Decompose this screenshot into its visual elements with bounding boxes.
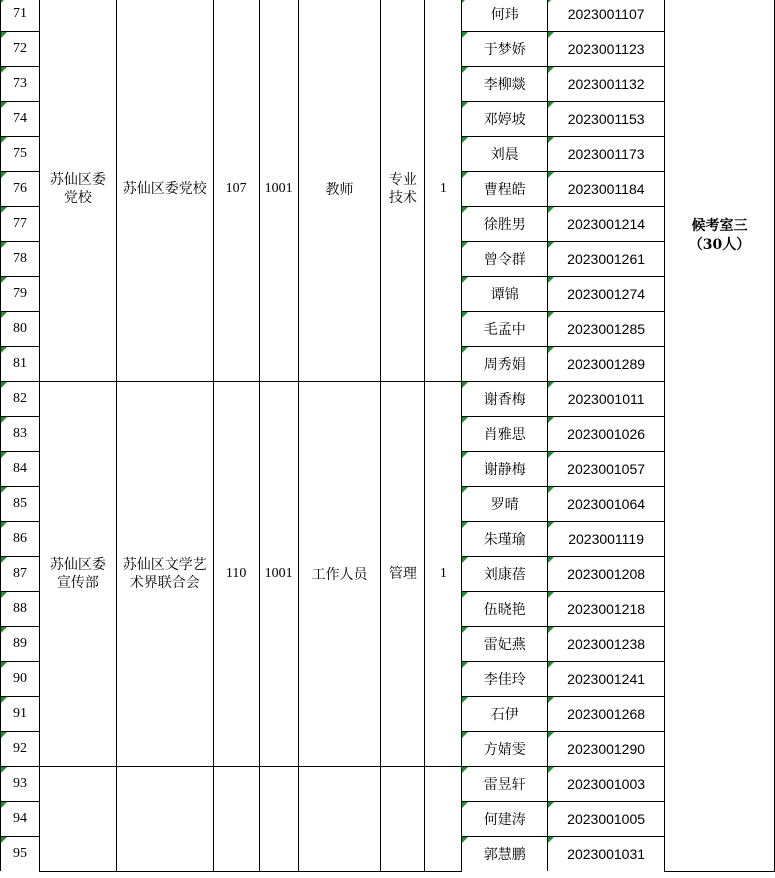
ticket-number-cell: 2023001003	[548, 767, 665, 802]
candidate-name-cell: 石伊	[462, 697, 548, 732]
row-number-cell: 81	[1, 347, 40, 382]
ticket-number-cell: 2023001005	[548, 802, 665, 837]
row-number-cell: 80	[1, 312, 40, 347]
row-number-cell: 91	[1, 697, 40, 732]
candidate-name-cell: 李佳玲	[462, 662, 548, 697]
department-cell: 苏仙区委宣传部	[39, 382, 116, 767]
position-name-cell: 工作人员	[298, 382, 381, 767]
ticket-number-cell: 2023001268	[548, 697, 665, 732]
unit-code-cell: 107	[213, 0, 259, 382]
ticket-number-cell: 2023001119	[548, 522, 665, 557]
ticket-number-cell: 2023001214	[548, 207, 665, 242]
department-cell	[39, 767, 116, 872]
candidate-name-cell: 徐胜男	[462, 207, 548, 242]
row-number-cell: 73	[1, 67, 40, 102]
unit-code-cell: 110	[213, 382, 259, 767]
candidate-name-cell: 刘康蓓	[462, 557, 548, 592]
row-number-cell: 83	[1, 417, 40, 452]
row-number-cell: 75	[1, 137, 40, 172]
candidate-name-cell: 毛孟中	[462, 312, 548, 347]
quota-cell: 1	[425, 0, 462, 382]
row-number-cell: 77	[1, 207, 40, 242]
ticket-number-cell: 2023001011	[548, 382, 665, 417]
candidate-name-cell: 刘晨	[462, 137, 548, 172]
row-number-cell: 90	[1, 662, 40, 697]
ticket-number-cell: 2023001132	[548, 67, 665, 102]
row-number-cell: 94	[1, 802, 40, 837]
row-number-cell: 93	[1, 767, 40, 802]
row-number-cell: 88	[1, 592, 40, 627]
candidate-name-cell: 周秀娟	[462, 347, 548, 382]
candidate-name-cell: 谢静梅	[462, 452, 548, 487]
position-category-cell: 管理	[381, 382, 425, 767]
waiting-room-count: （30人）	[688, 237, 751, 253]
ticket-number-cell: 2023001274	[548, 277, 665, 312]
department-cell: 苏仙区委党校	[39, 0, 116, 382]
table-row	[1, 767, 775, 802]
row-number-cell: 78	[1, 242, 40, 277]
position-name-cell: 教师	[298, 0, 381, 382]
position-category-cell	[381, 767, 425, 872]
candidate-name-cell: 罗晴	[462, 487, 548, 522]
position-code-cell: 1001	[259, 0, 298, 382]
row-number-cell: 76	[1, 172, 40, 207]
waiting-room-name: 候考室三	[691, 218, 748, 234]
ticket-number-cell: 2023001031	[548, 837, 665, 872]
ticket-number-cell: 2023001107	[548, 0, 665, 32]
candidate-name-cell: 郭慧鹏	[462, 837, 548, 872]
row-number-cell: 79	[1, 277, 40, 312]
unit-code-cell	[213, 767, 259, 872]
candidate-name-cell: 何建涛	[462, 802, 548, 837]
row-number-cell: 84	[1, 452, 40, 487]
ticket-number-cell: 2023001057	[548, 452, 665, 487]
ticket-number-cell: 2023001238	[548, 627, 665, 662]
candidate-name-cell: 谢香梅	[462, 382, 548, 417]
row-number-cell: 72	[1, 32, 40, 67]
position-code-cell	[259, 767, 298, 872]
candidate-name-cell: 雷妃燕	[462, 627, 548, 662]
row-number-cell: 74	[1, 102, 40, 137]
ticket-number-cell: 2023001184	[548, 172, 665, 207]
ticket-number-cell: 2023001026	[548, 417, 665, 452]
position-category-cell: 专业技术	[381, 0, 425, 382]
candidate-name-cell: 肖雅思	[462, 417, 548, 452]
row-number-cell: 95	[1, 837, 40, 872]
ticket-number-cell: 2023001153	[548, 102, 665, 137]
unit-name-cell	[116, 767, 213, 872]
candidate-name-cell: 谭锦	[462, 277, 548, 312]
quota-cell: 1	[425, 382, 462, 767]
row-number-cell: 89	[1, 627, 40, 662]
candidate-name-cell: 何玮	[462, 0, 548, 32]
ticket-number-cell: 2023001289	[548, 347, 665, 382]
ticket-number-cell: 2023001208	[548, 557, 665, 592]
ticket-number-cell: 2023001285	[548, 312, 665, 347]
position-name-cell	[298, 767, 381, 872]
candidate-name-cell: 雷昱轩	[462, 767, 548, 802]
ticket-number-cell: 2023001241	[548, 662, 665, 697]
waiting-room-cell	[665, 0, 775, 871]
candidate-name-cell: 伍晓艳	[462, 592, 548, 627]
ticket-number-cell: 2023001173	[548, 137, 665, 172]
ticket-number-cell: 2023001123	[548, 32, 665, 67]
unit-name-cell: 苏仙区文学艺术界联合会	[116, 382, 213, 767]
ticket-number-cell: 2023001218	[548, 592, 665, 627]
candidate-name-cell: 李柳燚	[462, 67, 548, 102]
row-number-cell: 71	[1, 0, 40, 32]
ticket-number-cell: 2023001261	[548, 242, 665, 277]
row-number-cell: 82	[1, 382, 40, 417]
table-row	[1, 0, 775, 32]
ticket-number-cell: 2023001064	[548, 487, 665, 522]
quota-cell	[425, 767, 462, 872]
candidate-name-cell: 于梦娇	[462, 32, 548, 67]
ticket-number-cell: 2023001290	[548, 732, 665, 767]
row-number-cell: 86	[1, 522, 40, 557]
row-number-cell: 85	[1, 487, 40, 522]
candidate-name-cell: 曾令群	[462, 242, 548, 277]
position-code-cell: 1001	[259, 382, 298, 767]
table-row	[1, 382, 775, 417]
candidate-name-cell: 邓婷坡	[462, 102, 548, 137]
candidate-name-cell: 朱瑾瑜	[462, 522, 548, 557]
candidate-name-cell: 方婧雯	[462, 732, 548, 767]
candidate-name-cell: 曹程皓	[462, 172, 548, 207]
row-number-cell: 87	[1, 557, 40, 592]
row-number-cell: 92	[1, 732, 40, 767]
unit-name-cell: 苏仙区委党校	[116, 0, 213, 382]
